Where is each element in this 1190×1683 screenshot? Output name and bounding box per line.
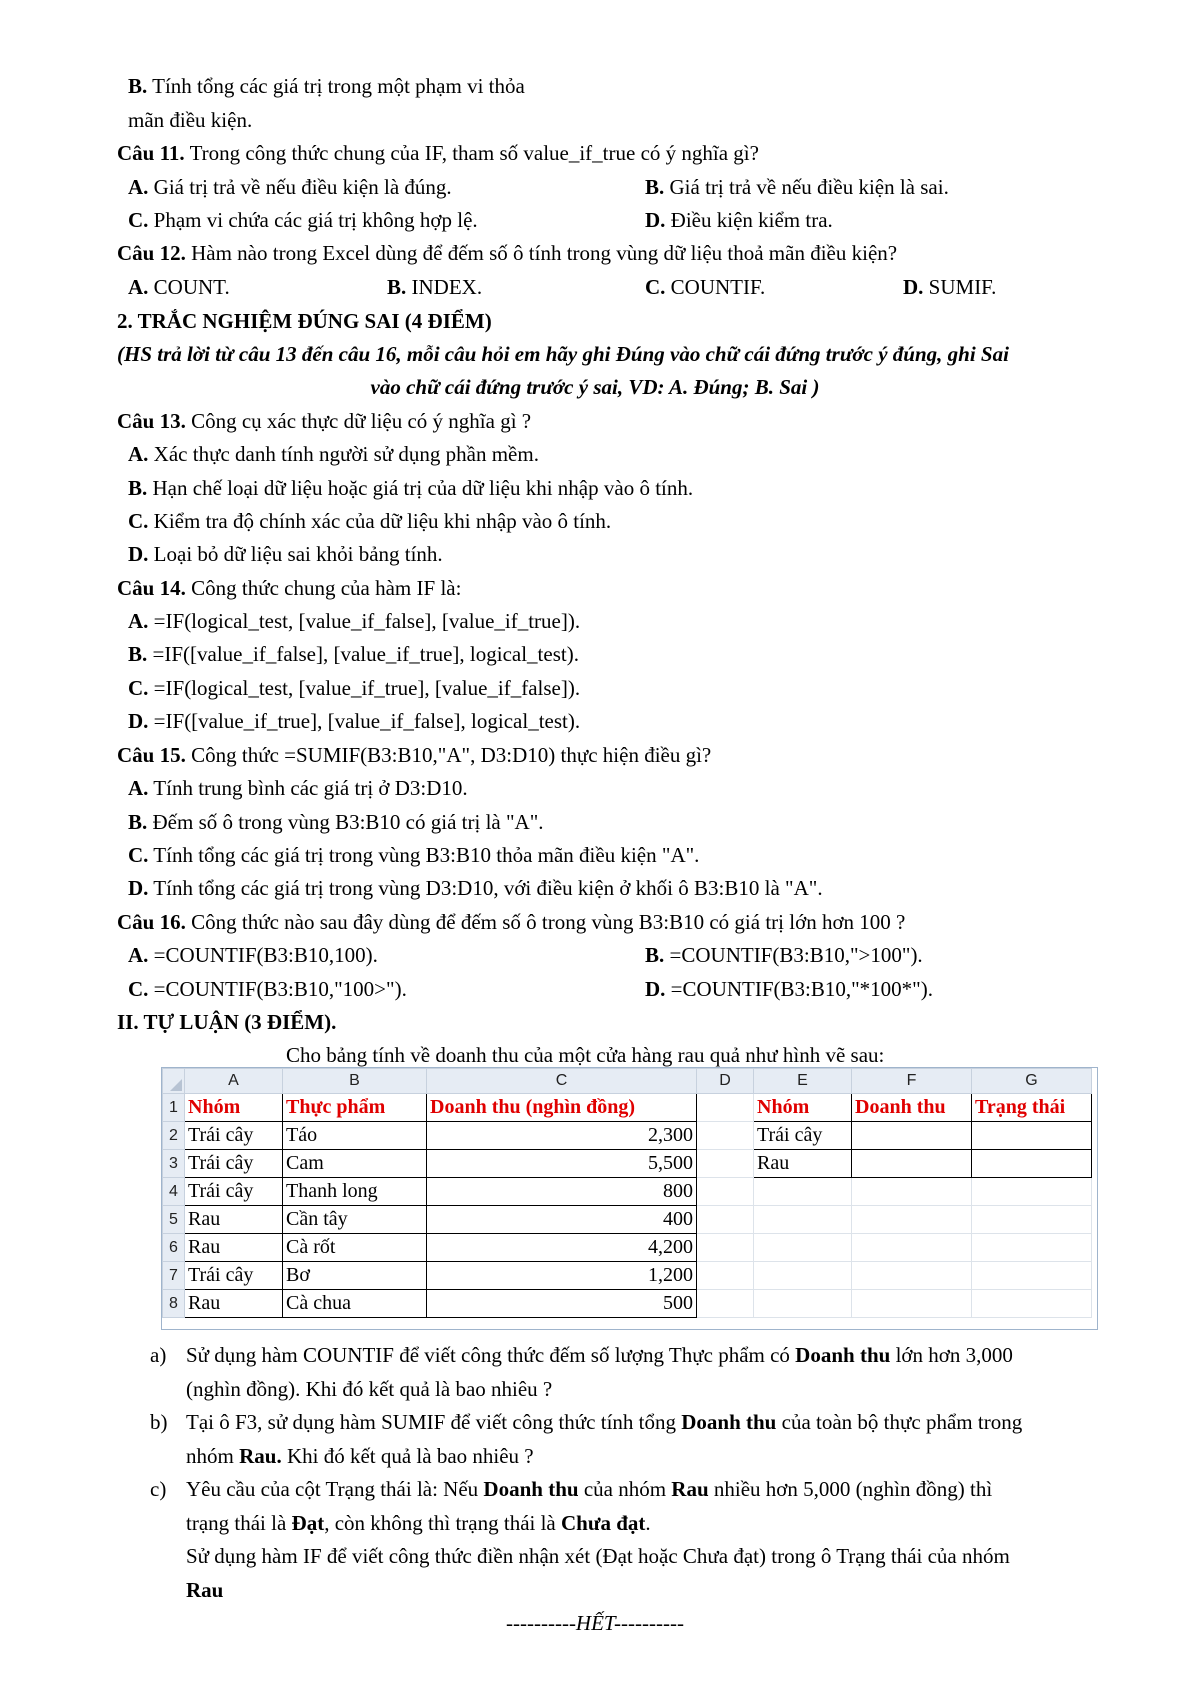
spreadsheet-table: [162, 1068, 1092, 1318]
task-c-line-2: trạng thái là Đạt, còn không thì trạng thái là Chưa đạt.: [186, 1511, 651, 1535]
section-2-instruction: (HS trả lời từ câu 13 đến câu 16, mỗi câu hỏi em hãy ghi Đúng vào chữ cái đứng trước ý đúng, ghi Sai: [117, 342, 1009, 366]
cell-a3: Trái cây: [185, 1150, 283, 1178]
row-number: 5: [163, 1206, 185, 1234]
q16-option-d: D. =COUNTIF(B3:B10,"*100*").: [645, 977, 933, 1001]
task-a-line-2: (nghìn đồng). Khi đó kết quả là bao nhiêu ?: [186, 1377, 553, 1401]
question-15: Câu 15. Công thức =SUMIF(B3:B10,"A", D3:D10) thực hiện điều gì?: [117, 743, 712, 767]
task-c-marker: c): [150, 1477, 167, 1501]
part-2-intro: Cho bảng tính về doanh thu của một cửa hàng rau quả như hình vẽ sau:: [286, 1043, 885, 1067]
sheet-row-8: [163, 1290, 1092, 1318]
cell-a7: Trái cây: [185, 1262, 283, 1290]
sheet-row-6: [163, 1234, 1092, 1262]
col-header-b: B: [283, 1069, 427, 1094]
row-number: 1: [163, 1094, 185, 1122]
col-header-d: D: [697, 1069, 754, 1094]
cell-a5: Rau: [185, 1206, 283, 1234]
q12-option-d: D. SUMIF.: [903, 275, 997, 299]
section-2-title: 2. TRẮC NGHIỆM ĐÚNG SAI (4 ĐIỂM): [117, 309, 492, 333]
column-header-row: [163, 1069, 1092, 1094]
q15-option-c: C. Tính tổng các giá trị trong vùng B3:B10 thỏa mãn điều kiện "A".: [128, 843, 700, 867]
cell-b7: Bơ: [283, 1262, 427, 1290]
cell-c6: 4,200: [427, 1234, 697, 1262]
q14-option-b: B. =IF([value_if_false], [value_if_true], logical_test).: [128, 642, 579, 666]
task-a-line-1: Sử dụng hàm COUNTIF để viết công thức đếm số lượng Thực phẩm có Doanh thu lớn hơn 3,000: [186, 1343, 1013, 1367]
sheet-row-4: [163, 1178, 1092, 1206]
cell-d3: [697, 1150, 754, 1178]
cell-c5: 400: [427, 1206, 697, 1234]
q12-option-b: B. INDEX.: [387, 275, 483, 299]
row-number: 8: [163, 1290, 185, 1318]
col-header-a: A: [185, 1069, 283, 1094]
row-number: 6: [163, 1234, 185, 1262]
q16-option-b: B. =COUNTIF(B3:B10,">100").: [645, 943, 923, 967]
sheet-row-2: [163, 1122, 1092, 1150]
col-header-g: G: [972, 1069, 1092, 1094]
cell-c8: 500: [427, 1290, 697, 1318]
cell-d2: [697, 1122, 754, 1150]
q15-option-a: A. Tính trung bình các giá trị ở D3:D10.: [128, 776, 468, 800]
cell-c4: 800: [427, 1178, 697, 1206]
q13-option-d: D. Loại bỏ dữ liệu sai khỏi bảng tính.: [128, 542, 443, 566]
sheet-row-1: [163, 1094, 1092, 1122]
cell-b4: Thanh long: [283, 1178, 427, 1206]
sheet-row-7: [163, 1262, 1092, 1290]
row-number: 7: [163, 1262, 185, 1290]
q14-option-a: A. =IF(logical_test, [value_if_false], [value_if_true]).: [128, 609, 581, 633]
cell-c3: 5,500: [427, 1150, 697, 1178]
row-number: 4: [163, 1178, 185, 1206]
cell-e3: Rau: [754, 1150, 852, 1178]
task-a-marker: a): [150, 1343, 167, 1367]
q11-option-b: B. Giá trị trả về nếu điều kiện là sai.: [645, 175, 949, 199]
col-header-f: F: [852, 1069, 972, 1094]
task-b-marker: b): [150, 1410, 168, 1434]
question-text: Trong công thức chung của IF, tham số value_if_true có ý nghĩa gì?: [189, 141, 759, 165]
question-16: Câu 16. Công thức nào sau đây dùng để đếm số ô trong vùng B3:B10 có giá trị lớn hơn 100 ?: [117, 910, 906, 934]
row-number: 2: [163, 1122, 185, 1150]
cell-e1: Nhóm: [754, 1094, 852, 1122]
q14-option-c: C. =IF(logical_test, [value_if_true], [value_if_false]).: [128, 676, 581, 700]
question-11: [117, 140, 759, 166]
cell-c7: 1,200: [427, 1262, 697, 1290]
cell-g3: [972, 1150, 1092, 1178]
cell-b8: Cà chua: [283, 1290, 427, 1318]
question-13: Câu 13. Công cụ xác thực dữ liệu có ý nghĩa gì ?: [117, 409, 532, 433]
q10-option-b: [128, 73, 525, 99]
q11-option-d: D. Điều kiện kiểm tra.: [645, 208, 833, 232]
q11-option-c: C. Phạm vi chứa các giá trị không hợp lệ.: [128, 208, 478, 232]
cell-a4: Trái cây: [185, 1178, 283, 1206]
task-b-line-1: Tại ô F3, sử dụng hàm SUMIF để viết công thức tính tổng Doanh thu của toàn bộ thực phẩm trong: [186, 1410, 1023, 1434]
cell-f2: [852, 1122, 972, 1150]
q12-option-a: A. COUNT.: [128, 275, 230, 299]
cell-b2: Táo: [283, 1122, 427, 1150]
section-2-instruction-cont: vào chữ cái đứng trước ý sai, VD: A. Đúng; B. Sai ): [370, 375, 820, 399]
cell-a8: Rau: [185, 1290, 283, 1318]
cell-d1: [697, 1094, 754, 1122]
option-label: B.: [128, 74, 148, 98]
select-all-corner: [163, 1069, 185, 1094]
q16-option-a: A. =COUNTIF(B3:B10,100).: [128, 943, 378, 967]
task-b-line-2: nhóm Rau. Khi đó kết quả là bao nhiêu ?: [186, 1444, 534, 1468]
cell-f3: [852, 1150, 972, 1178]
cell-f1: Doanh thu: [852, 1094, 972, 1122]
part-2-title: II. TỰ LUẬN (3 ĐIỂM).: [117, 1010, 337, 1034]
task-c-line-1: Yêu cầu của cột Trạng thái là: Nếu Doanh thu của nhóm Rau nhiều hơn 5,000 (nghìn đồng) thì: [186, 1477, 993, 1501]
row-number: 3: [163, 1150, 185, 1178]
task-c-line-4: Rau: [186, 1578, 224, 1602]
cell-c1: Doanh thu (nghìn đồng): [427, 1094, 697, 1122]
cell-a2: Trái cây: [185, 1122, 283, 1150]
cell-a6: Rau: [185, 1234, 283, 1262]
q13-option-c: C. Kiểm tra độ chính xác của dữ liệu khi nhập vào ô tính.: [128, 509, 612, 533]
cell-b6: Cà rốt: [283, 1234, 427, 1262]
q14-option-d: D. =IF([value_if_true], [value_if_false], logical_test).: [128, 709, 581, 733]
cell-e2: Trái cây: [754, 1122, 852, 1150]
q12-option-c: C. COUNTIF.: [645, 275, 766, 299]
task-c-line-3: Sử dụng hàm IF để viết công thức điền nhận xét (Đạt hoặc Chưa đạt) trong ô Trạng thái của nhóm: [186, 1544, 1010, 1568]
col-header-e: E: [754, 1069, 852, 1094]
cell-c2: 2,300: [427, 1122, 697, 1150]
spreadsheet-figure: [161, 1067, 1098, 1330]
q15-option-d: D. Tính tổng các giá trị trong vùng D3:D10, với điều kiện ở khối ô B3:B10 là "A".: [128, 876, 823, 900]
q13-option-b: B. Hạn chế loại dữ liệu hoặc giá trị của dữ liệu khi nhập vào ô tính.: [128, 476, 694, 500]
cell-b3: Cam: [283, 1150, 427, 1178]
cell-g1: Trạng thái: [972, 1094, 1092, 1122]
question-label: Câu 11.: [117, 141, 185, 165]
q10-option-b-cont: mãn điều kiện.: [128, 108, 253, 132]
cell-b5: Cần tây: [283, 1206, 427, 1234]
q16-option-c: C. =COUNTIF(B3:B10,"100>").: [128, 977, 407, 1001]
q11-option-a: A. Giá trị trả về nếu điều kiện là đúng.: [128, 175, 452, 199]
q15-option-b: B. Đếm số ô trong vùng B3:B10 có giá trị là "A".: [128, 810, 544, 834]
col-header-c: C: [427, 1069, 697, 1094]
sheet-row-5: [163, 1206, 1092, 1234]
cell-b1: Thực phẩm: [283, 1094, 427, 1122]
end-marker: ----------HẾT----------: [506, 1611, 684, 1635]
sheet-row-3: [163, 1150, 1092, 1178]
q13-option-a: A. Xác thực danh tính người sử dụng phần mềm.: [128, 442, 539, 466]
option-text: Tính tổng các giá trị trong một phạm vi thỏa: [152, 74, 525, 98]
cell-g2: [972, 1122, 1092, 1150]
question-12: Câu 12. Hàm nào trong Excel dùng để đếm số ô tính trong vùng dữ liệu thoả mãn điều kiện?: [117, 241, 898, 265]
cell-a1: Nhóm: [185, 1094, 283, 1122]
question-14: Câu 14. Công thức chung của hàm IF là:: [117, 576, 462, 600]
